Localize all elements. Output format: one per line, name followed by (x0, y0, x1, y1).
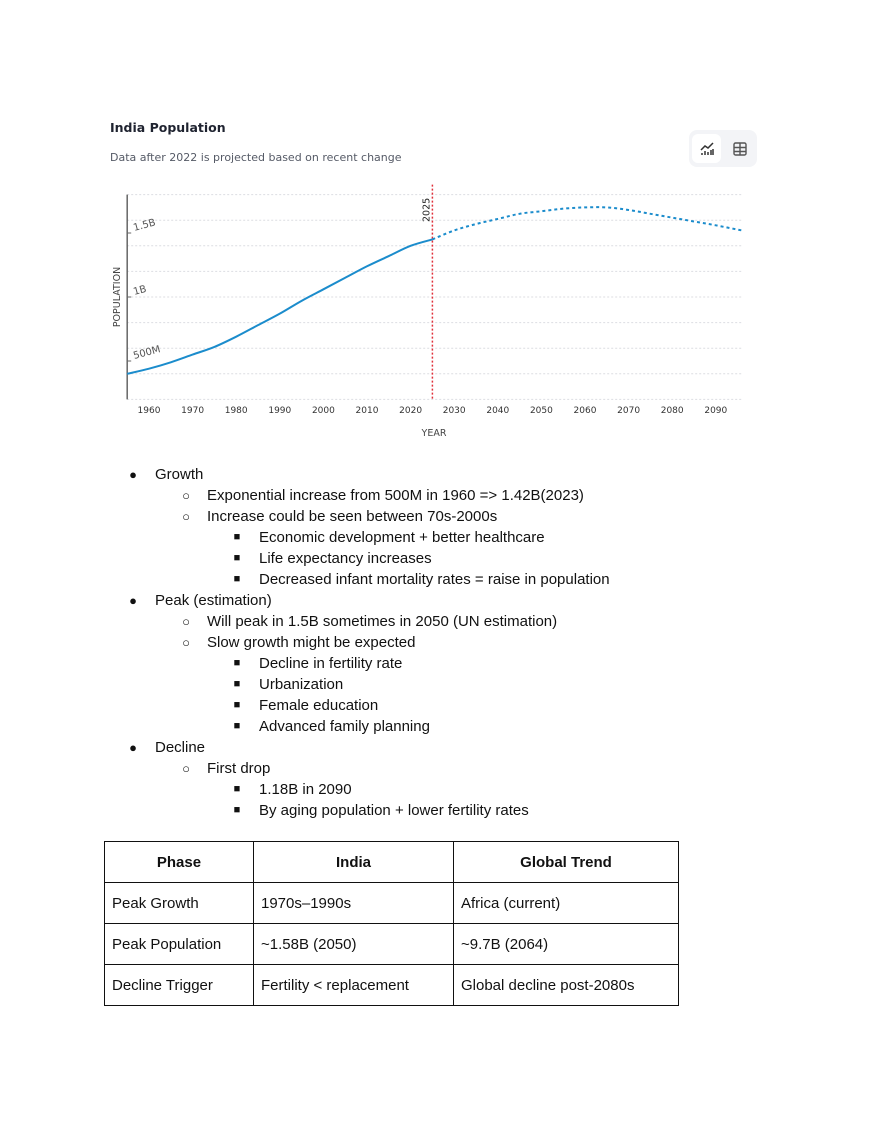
x-tick-label: 2030 (442, 406, 466, 416)
table-row (105, 965, 679, 1006)
bullet-icon: ● (129, 593, 137, 608)
header-cell: India (254, 842, 454, 883)
list-item-text: 1.18B in 2090 (259, 781, 352, 798)
list-item-text: Slow growth might be expected (207, 634, 416, 651)
x-tick-label: 2010 (355, 406, 379, 416)
table-row (105, 924, 679, 965)
list-item-text: Peak (estimation) (155, 592, 272, 609)
table-cell: ~9.7B (2064) (454, 924, 679, 965)
list-item-text: First drop (207, 760, 271, 777)
table-cell: Global decline post-2080s (454, 965, 679, 1006)
y-tick-label: 1B (132, 283, 148, 298)
bullet-icon: ■ (233, 657, 241, 669)
bullet-icon: ○ (182, 614, 190, 629)
list-item-text: Increase could be seen between 70s-2000s (207, 508, 498, 525)
bullet-icon: ■ (233, 783, 241, 795)
x-tick-label: 2020 (399, 406, 423, 416)
x-tick-label: 2040 (486, 406, 510, 416)
x-tick-label: 2050 (529, 406, 553, 416)
bullet-icon: ■ (233, 678, 241, 690)
x-tick-label: 2070 (617, 406, 641, 416)
list-item-text: By aging population + lower fertility rates (259, 802, 529, 819)
x-tick-label: 1970 (181, 406, 205, 416)
x-tick-label: 1960 (137, 406, 161, 416)
x-tick-label: 2080 (660, 406, 684, 416)
list-item-text: Urbanization (259, 676, 344, 693)
table-icon (732, 141, 748, 157)
table-header-row (105, 842, 679, 883)
bullet-icon: ○ (182, 635, 190, 650)
table-cell: Peak Population (105, 924, 254, 965)
table-cell: Peak Growth (105, 883, 254, 924)
list-item-text: Economic development + better healthcare (259, 529, 545, 546)
x-axis-title: YEAR (421, 428, 447, 439)
series-line-historical (127, 239, 432, 373)
y-tick-label: 500M (132, 344, 162, 362)
bullet-icon: ■ (233, 531, 241, 543)
y-tick-label: 1.5B (132, 217, 157, 234)
x-tick-label: 2090 (704, 406, 728, 416)
bullet-icon: ● (129, 740, 137, 755)
chart-view-button[interactable] (692, 134, 721, 163)
x-tick-label: 2060 (573, 406, 597, 416)
list-item-text: Female education (259, 697, 379, 714)
bullet-icon: ■ (233, 720, 241, 732)
list-item-text: Will peak in 1.5B sometimes in 2050 (UN estimation) (207, 613, 558, 630)
bullet-icon: ■ (233, 573, 241, 585)
x-tick-label: 2000 (311, 406, 335, 416)
bullet-icon: ■ (233, 699, 241, 711)
population-line-chart (100, 180, 760, 450)
list-item-text: Growth (155, 466, 204, 483)
list-item-text: Exponential increase from 500M in 1960 => 1.42B(2023) (207, 487, 584, 504)
bullet-icon: ○ (182, 761, 190, 776)
header-cell: Global Trend (454, 842, 679, 883)
bullet-icon: ○ (182, 509, 190, 524)
projection-marker-label: 2025 (421, 197, 433, 222)
list-item-text: Decreased infant mortality rates = raise in population (259, 571, 610, 588)
table-cell: Decline Trigger (105, 965, 254, 1006)
bullet-icon: ● (129, 467, 137, 482)
list-item-text: Decline in fertility rate (259, 655, 403, 672)
bullet-icon: ○ (182, 488, 190, 503)
list-item-text: Life expectancy increases (259, 550, 432, 567)
table-cell: Fertility < replacement (254, 965, 454, 1006)
view-toggle (689, 130, 757, 167)
table-cell: Africa (current) (454, 883, 679, 924)
header-cell: Phase (105, 842, 254, 883)
bullet-icon: ■ (233, 552, 241, 564)
list-item-text: Advanced family planning (259, 718, 430, 735)
chart-title: India Population (110, 120, 226, 135)
bullet-icon: ■ (233, 804, 241, 816)
table-cell: 1970s–1990s (254, 883, 454, 924)
table-cell: ~1.58B (2050) (254, 924, 454, 965)
table-view-button[interactable] (725, 134, 754, 163)
list-item-text: Decline (155, 739, 206, 756)
x-tick-label: 1980 (224, 406, 248, 416)
chart-subtitle: Data after 2022 is projected based on recent change (110, 151, 402, 164)
line-chart-icon (699, 141, 715, 157)
table-row (105, 883, 679, 924)
phase-comparison-table (104, 841, 679, 1006)
series-line-projected (432, 207, 742, 239)
y-axis-title: POPULATION (112, 266, 123, 328)
x-tick-label: 1990 (268, 406, 292, 416)
